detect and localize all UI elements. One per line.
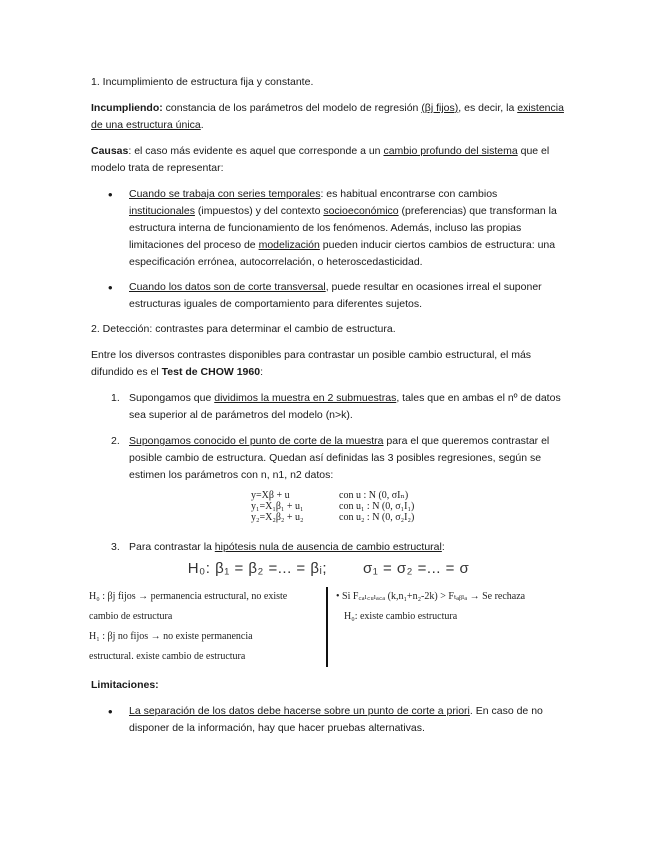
text: : — [441, 541, 445, 553]
underlined-text: cambio profundo del sistema — [383, 145, 518, 157]
underlined-text: (βj fijos) — [421, 102, 459, 114]
text: . En caso de no disponer de la información, hay que hacer pruebas alternativas. — [129, 705, 543, 734]
causes-list — [91, 186, 566, 313]
text: : — [260, 366, 263, 378]
text: para el que queremos contrastar el posible cambio de estructura. Quedan así definidas las 3 posibles regresiones, según se estimen los parámetros con n, n1, n2 datos: — [129, 435, 550, 481]
text: , puede resultar en ocasiones irreal el suponer estructuras iguales de comportamiento para diferentes sujetos. — [129, 281, 542, 310]
decision-column — [328, 587, 566, 667]
section-1-title: 1. Incumplimiento de estructura fija y constante. — [91, 76, 314, 88]
underlined-text: hipótesis nula de ausencia de cambio estructural — [214, 541, 442, 553]
paragraph-incumpliendo — [91, 100, 566, 134]
underlined-text: Supongamos conocido el punto de corte de la muestra — [129, 435, 384, 447]
list-item — [91, 279, 566, 313]
underlined-text: existencia de una estructura única — [91, 102, 564, 131]
hypothesis-formula — [91, 560, 566, 577]
model-row — [251, 512, 471, 523]
model-equation: y₁=X₁β₁ + u₁ — [251, 501, 304, 512]
text: : el caso más evidente es aquel que corresponde a un — [128, 145, 384, 157]
model-row — [251, 490, 471, 501]
numbered-list-continued — [91, 539, 566, 556]
section-2-title: 2. Detección: contrastes para determinar el cambio de estructura. — [91, 323, 396, 335]
text: : es habitual encontrarse con cambios — [320, 188, 498, 200]
document-page — [91, 74, 566, 745]
underlined-text: Cuando los datos son de corte transversal — [129, 281, 326, 293]
table-line: cambio de estructura — [89, 611, 173, 622]
text: (preferencias) que transforman la estructura interna de funcionamiento de los fenómenos. Además, incluso las propias limitaciones del proceso de — [129, 205, 557, 251]
text: Supongamos que — [129, 392, 215, 404]
text: Para contrastar la — [129, 541, 215, 553]
limitations-list — [91, 703, 566, 737]
model-equation: y₂=X₂β₂ + u₂ — [251, 512, 304, 523]
numbered-list — [91, 390, 566, 484]
paragraph-entre — [91, 347, 566, 381]
underlined-text: La separación de los datos debe hacerse sobre un punto de corte a priori — [129, 705, 470, 717]
table-line: H₀: existe cambio estructura — [344, 611, 458, 622]
underlined-text: socioeconómico — [323, 205, 399, 217]
list-number: 1. — [111, 392, 120, 404]
text: Entre los diversos contrastes disponibles para contrastar un posible cambio estructural, el más difundido es el — [91, 349, 532, 378]
model-equation: y=Xβ + u — [251, 490, 290, 501]
list-item — [91, 703, 566, 737]
table-line: H₁ : βj no fijos → no existe permanencia — [89, 631, 253, 642]
list-item — [91, 433, 566, 484]
table-line: estructural. existe cambio de estructura — [89, 651, 246, 662]
hypothesis-table — [89, 587, 566, 667]
text: constancia de los parámetros del modelo de regresión — [162, 102, 422, 114]
table-line: H₀ : βj fijos → permanencia estructural, no existe — [89, 591, 288, 602]
hypothesis-column — [89, 587, 326, 667]
formula-beta: H₀: β₁ = β₂ =... = βᵢ; — [187, 560, 328, 577]
model-distribution: con u₁ : N (0, σ₁I₁) — [339, 501, 415, 512]
text: . — [200, 119, 204, 131]
underlined-text: dividimos la muestra en 2 submuestras — [214, 392, 397, 404]
table-line: • Si F꜀ₐₗ꜀ᵤₗₐ꜀ₐ (k,n₁+n₂-2k) > Fₜₐᵦₗₐ → Se rechaza — [336, 591, 526, 602]
text: , es decir, la — [458, 102, 518, 114]
text: , tales que en ambas el nº de datos sea superior al de parámetros del modelo (n>k). — [129, 392, 561, 421]
underlined-text: modelización — [258, 239, 320, 251]
formula-sigma: σ₁ = σ₂ =... = σ — [363, 560, 470, 577]
label-causas: Causas — [91, 145, 129, 157]
underlined-text: institucionales — [129, 205, 195, 217]
model-distribution: con u₂ : N (0, σ₂I₂) — [339, 512, 415, 523]
list-item — [91, 186, 566, 271]
model-row — [251, 501, 471, 512]
limitations-title — [91, 677, 566, 694]
text: que el modelo trata de representar: — [91, 145, 550, 174]
regression-models — [251, 490, 471, 523]
list-item — [91, 390, 566, 424]
model-distribution: con u : N (0, σIₙ) — [339, 490, 409, 501]
test-name: Test de CHOW 1960 — [161, 366, 261, 378]
paragraph-causas — [91, 143, 566, 177]
label-incumpliendo: Incumpliendo: — [91, 102, 163, 114]
list-number: 3. — [111, 541, 120, 553]
underlined-text: Cuando se trabaja con series temporales — [129, 188, 321, 200]
list-item — [91, 539, 566, 556]
text: (impuestos) y del contexto — [194, 205, 324, 217]
label-limitaciones: Limitaciones: — [91, 679, 159, 691]
list-number: 2. — [111, 435, 120, 447]
text: pueden inducir ciertos cambios de estructura: una especificación errónea, autocorrelación, o heteroscedasticidad. — [129, 239, 556, 268]
